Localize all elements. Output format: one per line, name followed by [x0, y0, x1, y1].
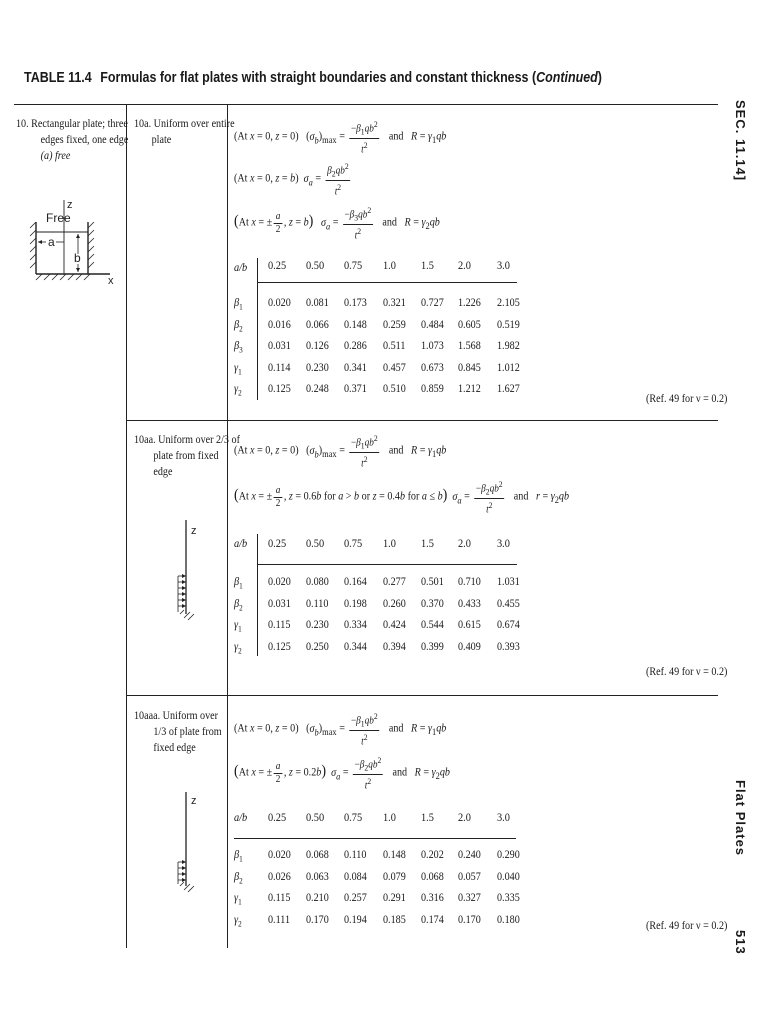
- table-cell: 0.484: [421, 318, 444, 331]
- table-cell: 0.115: [268, 892, 291, 904]
- column-header: 1.5: [421, 812, 434, 824]
- z-axis-label: z: [191, 525, 197, 537]
- case-10-label: 10. Rectangular plate; three edges fixed, one edge (a) free: [16, 118, 129, 162]
- table-cell: 0.114: [268, 361, 291, 374]
- rectangular-plate-figure: [30, 196, 120, 292]
- table-cell: 0.393: [497, 640, 520, 653]
- table-cell: 1.226: [458, 297, 481, 309]
- table-cell: 0.031: [268, 597, 291, 610]
- table-cell: 0.321: [383, 297, 406, 309]
- table-cell: 1.073: [421, 340, 444, 352]
- table-cell: 0.126: [306, 340, 329, 352]
- table-cell: 0.068: [421, 870, 444, 883]
- table-cell: 0.148: [383, 849, 406, 861]
- column-header: 2.0: [458, 260, 471, 272]
- table-cell: 0.164: [344, 576, 367, 588]
- row-label: $\gamma_2$: [234, 640, 242, 655]
- table-cell: 1.012: [497, 361, 520, 374]
- table-cell: 0.673: [421, 361, 444, 374]
- table-cell: 0.210: [306, 892, 329, 904]
- table-cell: 1.212: [458, 383, 481, 395]
- table-cell: 0.371: [344, 383, 367, 395]
- row-label: $\beta_2$: [234, 597, 243, 612]
- table-cell: 0.260: [383, 597, 406, 610]
- table-cell: 1.568: [458, 340, 481, 352]
- column-header: 3.0: [497, 538, 510, 550]
- column-header: 0.25: [268, 538, 287, 550]
- case-10a-table-hrule: [257, 282, 517, 283]
- table-cell: 0.185: [383, 913, 406, 926]
- table-cell: 0.605: [458, 318, 481, 331]
- z-axis-label: z: [191, 795, 197, 807]
- table-cell: 0.230: [306, 361, 329, 374]
- column-header: 1.0: [383, 260, 396, 272]
- table-cell: 0.277: [383, 576, 406, 588]
- table-cell: 0.433: [458, 597, 481, 610]
- table-cell: 0.544: [421, 619, 444, 631]
- case-10a-table-vrule: [257, 258, 258, 400]
- table-cell: 0.240: [458, 849, 481, 861]
- column-divider-1: [126, 104, 127, 948]
- table-cell: 0.845: [458, 361, 481, 374]
- table-cell: 0.859: [421, 383, 444, 395]
- table-cell: 0.290: [497, 849, 520, 861]
- table-cell: 0.031: [268, 340, 291, 352]
- table-cell: 0.334: [344, 619, 367, 631]
- row-label: $\beta_2$: [234, 318, 243, 333]
- partial-load-figure-two-thirds: [172, 518, 202, 624]
- table-cell: 0.174: [421, 913, 444, 926]
- table-cell: 0.020: [268, 297, 291, 309]
- table-cell: 0.501: [421, 576, 444, 588]
- page-number: 513: [733, 930, 748, 955]
- column-header: 0.50: [306, 812, 325, 824]
- table-cell: 0.727: [421, 297, 444, 309]
- table-cell: 0.111: [268, 913, 291, 926]
- column-header: 2.0: [458, 812, 471, 824]
- row-label: $\gamma_2$: [234, 383, 242, 398]
- column-header: 0.25: [268, 812, 287, 824]
- table-cell: 0.257: [344, 892, 367, 904]
- case-10a-formula-3: (At x = ± $\frac{a}{2}$ , z = b) $\sigma_a$ = $\frac{-\beta_3qb^2}{t^2}$ and $R = \gamma_2qb$: [234, 205, 440, 242]
- table-cell: 0.016: [268, 318, 291, 331]
- row-label: $\gamma_1$: [234, 619, 242, 634]
- table-cell: 0.170: [306, 913, 329, 926]
- table-cell: 0.125: [268, 640, 291, 653]
- column-header: 0.50: [306, 260, 325, 272]
- case-10a-header-label: a/b: [234, 262, 248, 274]
- column-header: 1.0: [383, 812, 396, 824]
- table-cell: 0.173: [344, 297, 367, 309]
- table-cell: 1.031: [497, 576, 520, 588]
- table-cell: 0.198: [344, 597, 367, 610]
- table-cell: 0.291: [383, 892, 406, 904]
- table-cell: 0.259: [383, 318, 406, 331]
- table-cell: 0.250: [306, 640, 329, 653]
- table-cell: 0.424: [383, 619, 406, 631]
- column-header: 1.5: [421, 260, 434, 272]
- table-cell: 0.519: [497, 318, 520, 331]
- table-cell: 0.068: [306, 849, 329, 861]
- table-cell: 0.344: [344, 640, 367, 653]
- column-header: 2.0: [458, 538, 471, 550]
- table-cell: 0.194: [344, 913, 367, 926]
- table-cell: 0.079: [383, 870, 406, 883]
- table-cell: 0.148: [344, 318, 367, 331]
- free-label: Free: [46, 211, 71, 225]
- table-cell: 0.026: [268, 870, 291, 883]
- column-header: 0.75: [344, 812, 363, 824]
- table-top-rule: [14, 104, 718, 105]
- column-header: 3.0: [497, 812, 510, 824]
- table-cell: 0.230: [306, 619, 329, 631]
- table-cell: 0.394: [383, 640, 406, 653]
- column-header: 1.0: [383, 538, 396, 550]
- column-header: 0.75: [344, 538, 363, 550]
- table-cell: 0.063: [306, 870, 329, 883]
- section-running-head: SEC. 11.14]: [733, 100, 748, 182]
- table-cell: 0.084: [344, 870, 367, 883]
- table-cell: 0.674: [497, 619, 520, 631]
- table-cell: 0.457: [383, 361, 406, 374]
- table-cell: 0.125: [268, 383, 291, 395]
- table-cell: 0.170: [458, 913, 481, 926]
- table-cell: 0.081: [306, 297, 329, 309]
- table-cell: 0.335: [497, 892, 520, 904]
- row-label: $\beta_1$: [234, 849, 243, 864]
- row-divider-2: [126, 695, 718, 696]
- table-cell: 0.020: [268, 849, 291, 861]
- table-cell: 0.040: [497, 870, 520, 883]
- case-10aaa-formula-1: (At x = 0, z = 0) $(\sigma_b)_{max}$ = $\frac{-\beta_1qb^2}{t^2}$ and $R = \gamma_1qb$: [234, 711, 447, 748]
- row-label: $\beta_1$: [234, 576, 243, 591]
- column-divider-2: [227, 104, 228, 948]
- table-cell: 0.286: [344, 340, 367, 352]
- case-10aaa-table-hrule: [234, 838, 516, 839]
- case-10aa-table-hrule: [257, 564, 517, 565]
- table-cell: 0.248: [306, 383, 329, 395]
- case-10aaa-formula-2: (At x = ± $\frac{a}{2}$ , z = 0.2b) $\sigma_a$ = $\frac{-\beta_2qb^2}{t^2}$ and $R = \gamma_2qb$: [234, 755, 450, 792]
- column-header: 0.25: [268, 260, 287, 272]
- z-axis-label: z: [67, 199, 73, 211]
- table-cell: 0.710: [458, 576, 481, 588]
- table-cell: 0.066: [306, 318, 329, 331]
- case-10aa-table-vrule: [257, 534, 258, 656]
- table-cell: 0.399: [421, 640, 444, 653]
- table-cell: 0.409: [458, 640, 481, 653]
- table-cell: 0.180: [497, 913, 520, 926]
- chapter-running-head: Flat Plates: [733, 780, 748, 857]
- table-cell: 0.110: [344, 849, 367, 861]
- table-cell: 0.080: [306, 576, 329, 588]
- case-10aa-reference: (Ref. 49 for ν = 0.2): [646, 666, 728, 678]
- table-cell: 0.115: [268, 619, 291, 631]
- a-label: a: [48, 235, 55, 249]
- table-cell: 0.110: [306, 597, 329, 610]
- column-header: 3.0: [497, 260, 510, 272]
- row-label: $\gamma_1$: [234, 361, 242, 376]
- column-header: 1.5: [421, 538, 434, 550]
- b-label: b: [74, 251, 81, 265]
- table-cell: 0.020: [268, 576, 291, 588]
- case-10a-reference: (Ref. 49 for ν = 0.2): [646, 393, 728, 405]
- case-10aa-header-label: a/b: [234, 538, 248, 550]
- row-label: $\gamma_1$: [234, 892, 242, 907]
- row-label: $\beta_2$: [234, 870, 243, 885]
- table-cell: 0.510: [383, 383, 406, 395]
- row-label: $\gamma_2$: [234, 913, 242, 928]
- table-title: TABLE 11.4 Formulas for flat plates with straight boundaries and constant thickness (Continued): [24, 70, 602, 86]
- table-cell: 0.615: [458, 619, 481, 631]
- table-cell: 1.982: [497, 340, 520, 352]
- case-10a-label: 10a. Uniform over entire plate: [134, 118, 235, 146]
- row-label: $\beta_3$: [234, 340, 243, 355]
- case-10aaa-header-label: a/b: [234, 812, 248, 824]
- table-cell: 1.627: [497, 383, 520, 395]
- table-cell: 0.327: [458, 892, 481, 904]
- table-cell: 0.455: [497, 597, 520, 610]
- case-10a-formula-2: (At x = 0, z = b) $\sigma_a$ = $\frac{\beta_2qb^2}{t^2}$: [234, 161, 349, 198]
- table-cell: 0.057: [458, 870, 481, 883]
- table-cell: 0.316: [421, 892, 444, 904]
- table-cell: 2.105: [497, 297, 520, 309]
- column-header: 0.50: [306, 538, 325, 550]
- case-10aa-formula-2: (At x = ± $\frac{a}{2}$ , z = 0.6b for a > b or z = 0.4b for a ≤ b) $\sigma_a$ = $\frac{-\beta_2qb^2}{t^2}$ and $r = \gamma_2qb$: [234, 479, 570, 516]
- case-10a-formula-1: (At x = 0, z = 0) $(\sigma_b)_{max}$ = $\frac{-\beta_1qb^2}{t^2}$ and $R = \gamma_1qb$: [234, 119, 447, 156]
- partial-load-figure-one-third: [172, 790, 202, 896]
- table-cell: 0.341: [344, 361, 367, 374]
- case-10aaa-reference: (Ref. 49 for ν = 0.2): [646, 920, 728, 932]
- column-header: 0.75: [344, 260, 363, 272]
- table-cell: 0.511: [383, 340, 406, 352]
- table-cell: 0.202: [421, 849, 444, 861]
- case-10aa-formula-1: (At x = 0, z = 0) $(\sigma_b)_{max}$ = $\frac{-\beta_1qb^2}{t^2}$ and $R = \gamma_1qb$: [234, 433, 447, 470]
- table-number: TABLE 11.4: [24, 70, 92, 86]
- case-10aa-label: 10aa. Uniform over 2/3 of plate from fixed edge: [134, 434, 240, 478]
- x-axis-label: x: [108, 275, 114, 287]
- row-divider-1: [126, 420, 718, 421]
- table-cell: 0.370: [421, 597, 444, 610]
- case-10aaa-label: 10aaa. Uniform over 1/3 of plate from fixed edge: [134, 710, 222, 754]
- row-label: $\beta_1$: [234, 297, 243, 312]
